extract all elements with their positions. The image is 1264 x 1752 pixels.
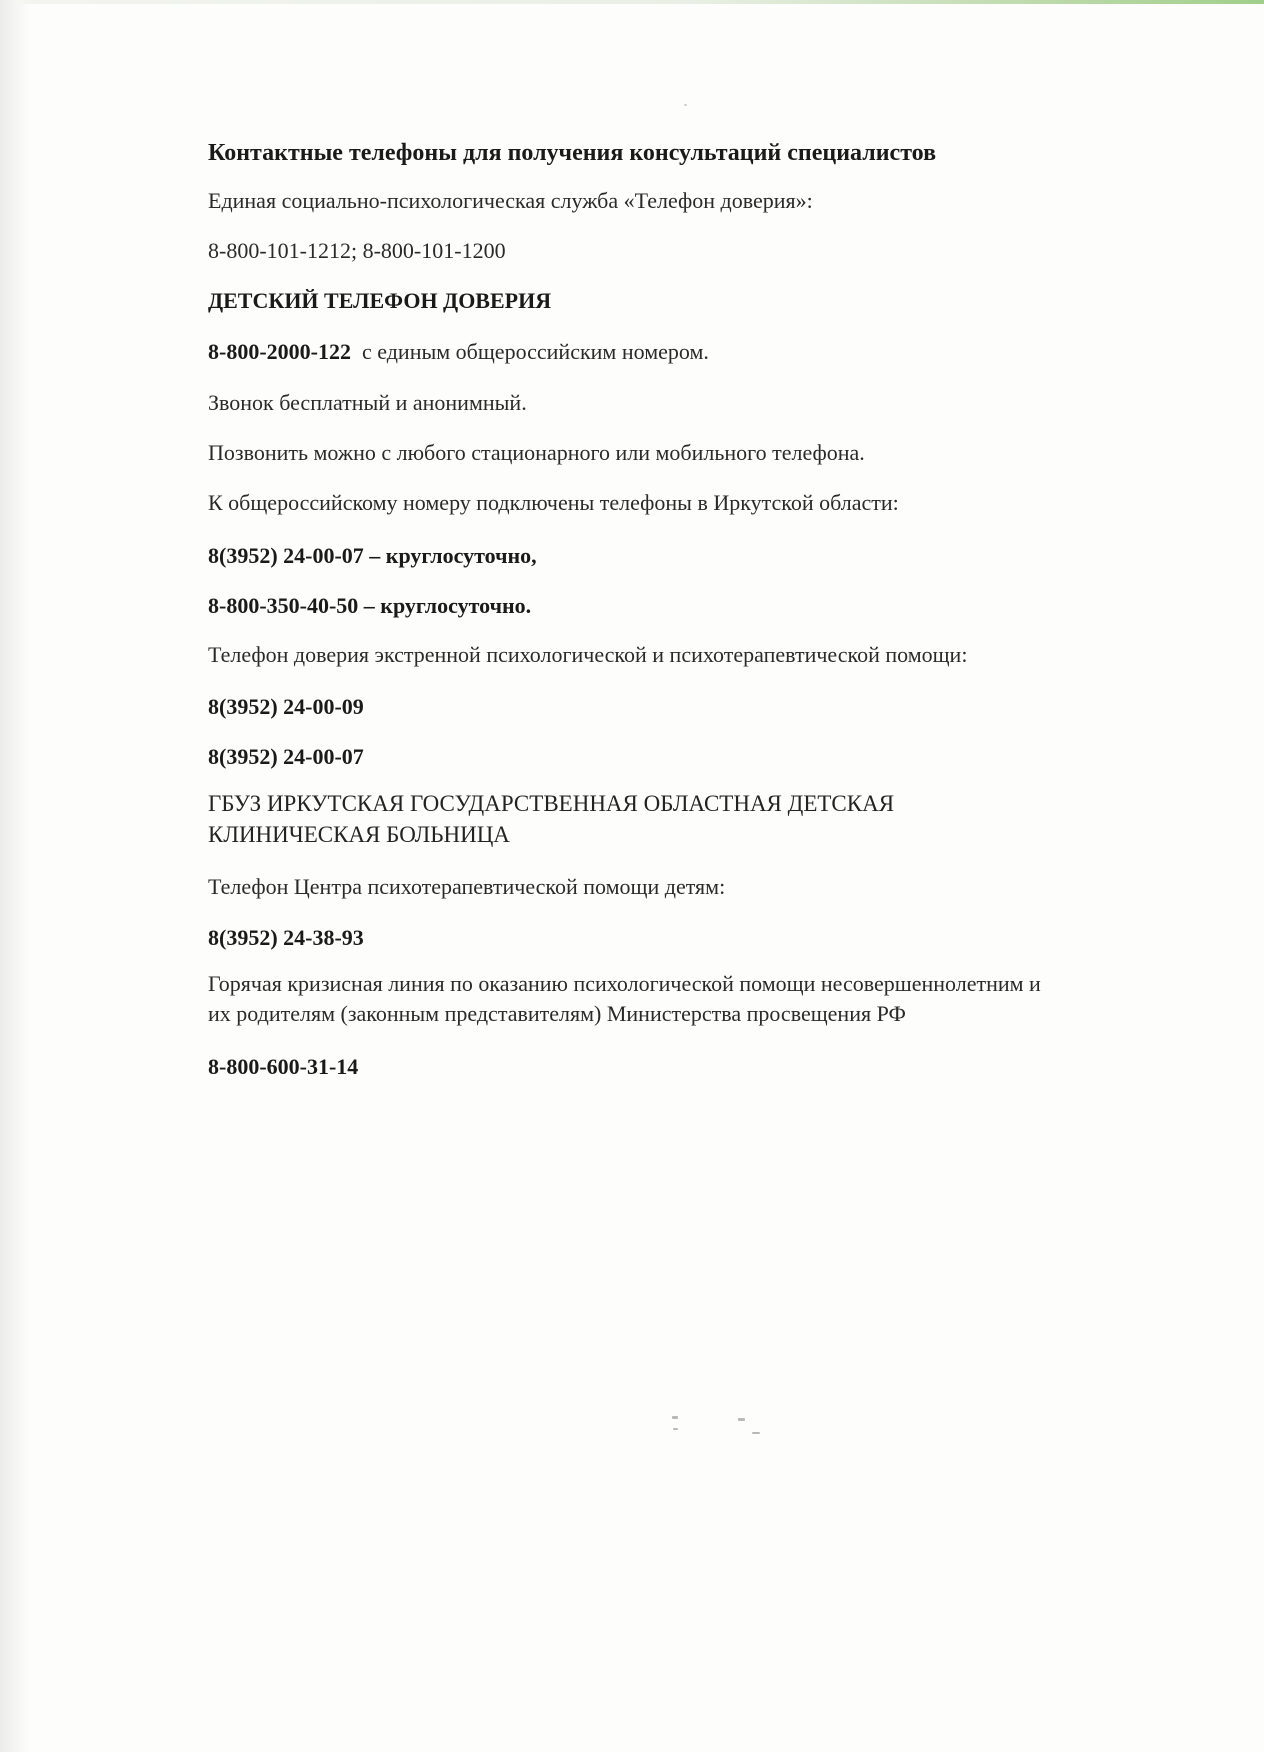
scan-speck	[684, 104, 687, 106]
child-helpline-note: с единым общероссийским номером.	[361, 339, 709, 364]
irkutsk-number-1: 8(3952) 24-00-07 – круглосуточно,	[208, 543, 537, 568]
unified-service-line: Единая социально-психологическая служба «Телефон доверия»:	[208, 188, 813, 213]
psychotherapy-center-line: Телефон Центра психотерапевтической помощи детям:	[208, 874, 726, 899]
scan-edge-left	[0, 0, 30, 1752]
emergency-number-1: 8(3952) 24-00-09	[208, 694, 364, 719]
any-phone-line: Позвонить можно с любого стационарного или мобильного телефона.	[208, 440, 865, 465]
unified-numbers-line: 8-800-101-1212; 8-800-101-1200	[208, 238, 506, 263]
irkutsk-number-2: 8-800-350-40-50 – круглосуточно.	[208, 593, 532, 618]
hospital-name-line-1: ГБУЗ ИРКУТСКАЯ ГОСУДАРСТВЕННАЯ ОБЛАСТНАЯ ДЕТСКАЯ	[208, 791, 895, 816]
document-title: Контактные телефоны для получения консультаций специалистов	[208, 140, 937, 166]
child-helpline-heading: ДЕТСКИЙ ТЕЛЕФОН ДОВЕРИЯ	[208, 288, 552, 313]
child-helpline-number: 8-800-2000-122	[208, 339, 351, 364]
hospital-name-line-2: КЛИНИЧЕСКАЯ БОЛЬНИЦА	[208, 822, 510, 847]
psychotherapy-number: 8(3952) 24-38-93	[208, 925, 364, 950]
child-helpline-line	[208, 339, 709, 365]
scan-edge-top	[0, 0, 1264, 4]
crisis-number: 8-800-600-31-14	[208, 1054, 359, 1079]
scan-speck	[752, 1432, 760, 1434]
free-anonymous-line: Звонок бесплатный и анонимный.	[208, 390, 527, 415]
scan-speck	[738, 1418, 745, 1421]
emergency-help-line: Телефон доверия экстренной психологической и психотерапевтической помощи:	[208, 642, 968, 667]
emergency-number-2: 8(3952) 24-00-07	[208, 744, 364, 769]
crisis-line-1: Горячая кризисная линия по оказанию психологической помощи несовершеннолетним и	[208, 971, 1041, 996]
scan-speck	[672, 1416, 678, 1419]
irkutsk-connected-line: К общероссийскому номеру подключены телефоны в Иркутской области:	[208, 490, 899, 515]
scan-speck	[673, 1428, 678, 1430]
crisis-line-2: их родителям (законным представителям) Министерства просвещения РФ	[208, 1001, 906, 1026]
